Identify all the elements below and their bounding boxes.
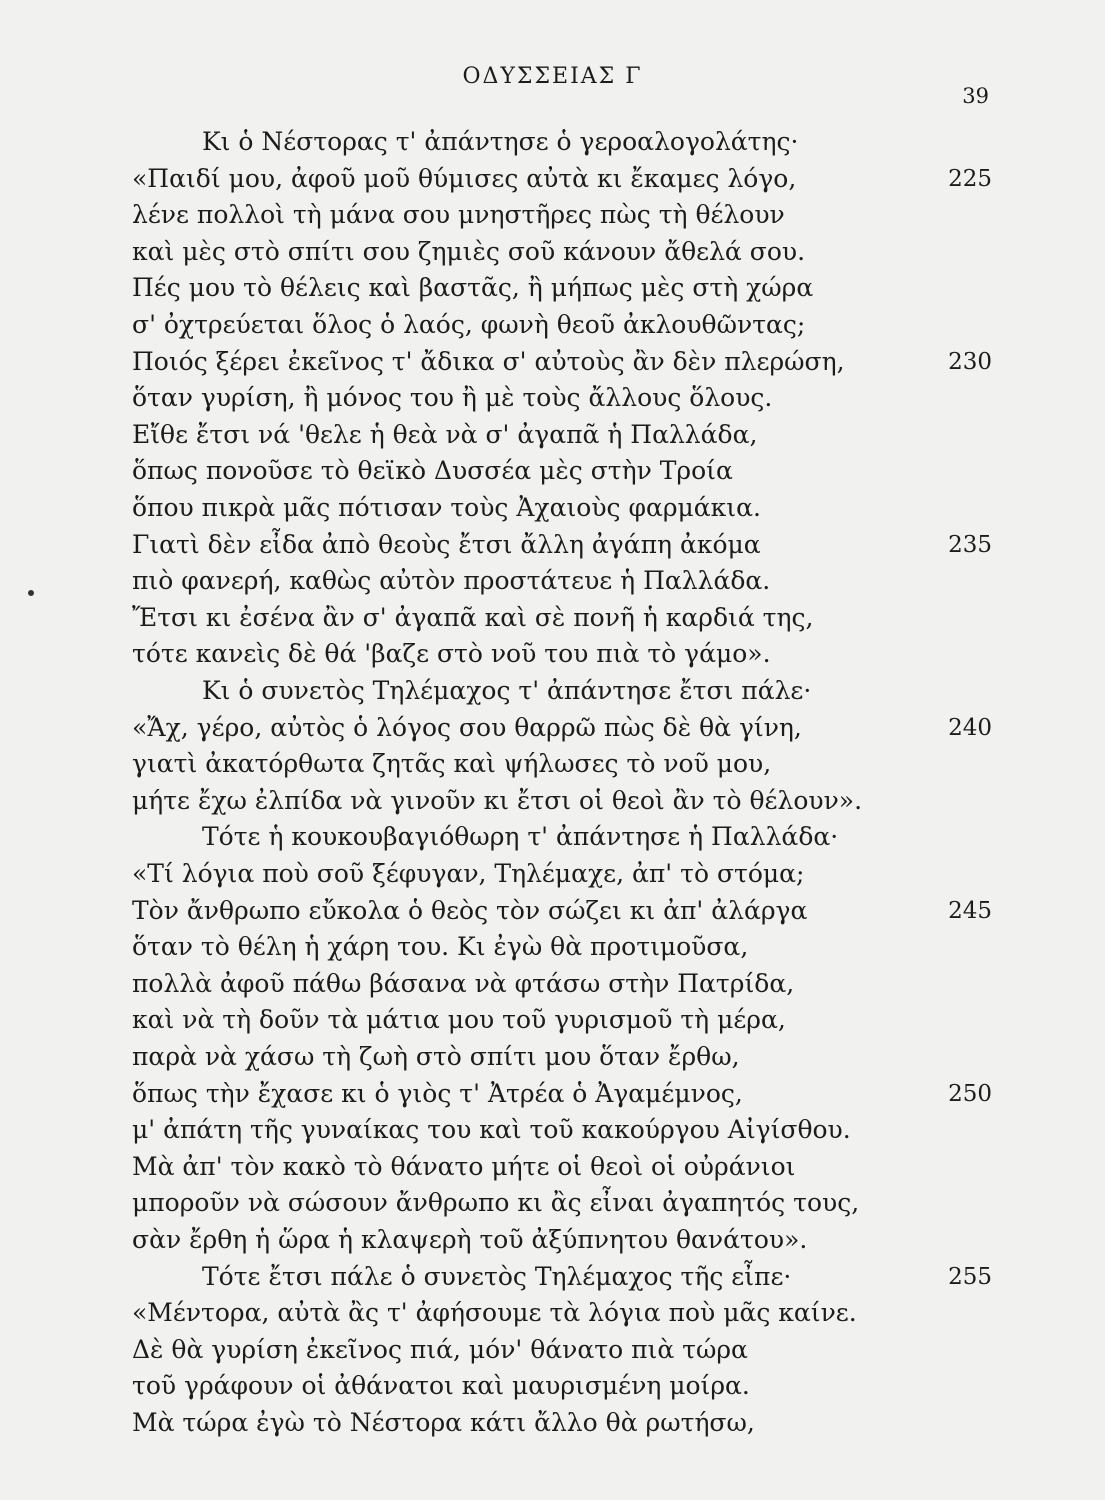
line-number: 245 <box>948 897 992 924</box>
verse-line <box>132 1000 992 1040</box>
verse-text: Εἴθε ἔτσι νά 'θελε ἡ θεὰ νὰ σ' ἀγαπᾶ ἡ Παλλάδα, <box>132 419 758 449</box>
verse-line <box>132 451 992 491</box>
page-number: 39 <box>962 84 989 108</box>
verse-text: παρὰ νὰ χάσω τὴ ζωὴ στὸ σπίτι μου ὅταν ἔρθω, <box>132 1042 740 1071</box>
verse-line <box>132 598 992 638</box>
verse-text: μποροῦν νὰ σώσουν ἄνθρωπο κι ἂς εἶναι ἀγαπητός τους, <box>132 1188 860 1218</box>
verse-text: γιατὶ ἀκατόρθωτα ζητᾶς καὶ ψήλωσες τὸ νοῦ μου, <box>132 749 772 779</box>
line-number: 240 <box>948 714 992 741</box>
verse-line <box>132 122 992 162</box>
verse-text: «Παιδί μου, ἀφοῦ μοῦ θύμισες αὐτὰ κι ἔκαμες λόγο, <box>132 163 797 193</box>
verse-line <box>132 342 992 382</box>
verse-text: Μὰ ἀπ' τὸν κακὸ τὸ θάνατο μήτε οἱ θεοὶ οἱ οὐράνιοι <box>132 1151 796 1181</box>
verse-text: μ' ἀπάτη τῆς γυναίκας του καὶ τοῦ κακούργου Αἰγίσθου. <box>132 1115 851 1145</box>
verse-line <box>132 781 992 821</box>
verse-text: σ' ὀχτρεύεται ὅλος ὁ λαός, φωνὴ θεοῦ ἀκλουθῶντας; <box>132 310 806 339</box>
line-number: 225 <box>948 165 992 192</box>
verse-line <box>132 488 992 528</box>
verse-text: ὅπως τὴν ἔχασε κι ὁ γιὸς τ' Ἀτρέα ὁ Ἀγαμέμνος, <box>132 1078 743 1108</box>
verse-text: Μὰ τώρα ἐγὼ τὸ Νέστορα κάτι ἄλλο θὰ ρωτήσω, <box>132 1408 755 1437</box>
verse-text: «Ἄχ, γέρο, αὐτὸς ὁ λόγος σου θαρρῶ πὼς δὲ θὰ γίνη, <box>132 712 802 742</box>
verse-text: Κι ὁ Νέστορας τ' ἀπάντησε ὁ γεροαλογολάτης· <box>202 127 799 156</box>
verse-text: Δὲ θὰ γυρίση ἐκεῖνος πιά, μόν' θάνατο πιὰ τώρα <box>132 1334 748 1364</box>
verse-text: ὅταν γυρίση, ἢ μόνος του ἢ μὲ τοὺς ἄλλους ὅλους. <box>132 383 773 413</box>
verse-line <box>132 1037 992 1077</box>
verse-line <box>132 1074 992 1114</box>
verse-line <box>132 1147 992 1187</box>
verse-text: «Τί λόγια ποὺ σοῦ ξέφυγαν, Τηλέμαχε, ἀπ' τὸ στόμα; <box>132 859 805 888</box>
verse-line <box>132 1366 992 1406</box>
verse-text: πιὸ φανερή, καθὼς αὐτὸν προστάτευε ἡ Παλλάδα. <box>132 566 771 596</box>
verse-line <box>132 817 992 857</box>
verse-text: σὰν ἔρθη ἡ ὥρα ἡ κλαψερὴ τοῦ ἀξύπνητου θανάτου». <box>132 1225 808 1254</box>
verse-line <box>132 708 992 748</box>
verse-line <box>132 232 992 272</box>
verse-text: Τότε ἔτσι πάλε ὁ συνετὸς Τηλέμαχος τῆς εἶπε· <box>202 1261 792 1291</box>
verse-line <box>132 891 992 931</box>
verse-text: Κι ὁ συνετὸς Τηλέμαχος τ' ἀπάντησε ἔτσι πάλε· <box>202 676 812 705</box>
verse-line <box>132 305 992 345</box>
verse-text: λένε πολλοὶ τὴ μάνα σου μνηστῆρες πὼς τὴ θέλουν <box>132 200 785 230</box>
verse-line <box>132 1330 992 1370</box>
verse-text: μήτε ἔχω ἐλπίδα νὰ γινοῦν κι ἔτσι οἱ θεοὶ ἂν τὸ θέλουν». <box>132 785 863 815</box>
verse-line <box>132 1220 992 1260</box>
verse-line <box>132 1110 992 1150</box>
verse-text: πολλὰ ἀφοῦ πάθω βάσανα νὰ φτάσω στὴν Πατρίδα, <box>132 968 795 998</box>
verse-line <box>132 927 992 967</box>
verse-line <box>132 634 992 674</box>
verse-line <box>132 268 992 308</box>
verse-line <box>132 744 992 784</box>
line-number: 235 <box>948 531 992 558</box>
verse-text: τοῦ γράφουν οἱ ἀθάνατοι καὶ μαυρισμένη μοίρα. <box>132 1371 750 1401</box>
verse-line <box>132 964 992 1004</box>
verse-line <box>132 1183 992 1223</box>
running-head: ΟΔΥΣΣΕΙΑΣ Γ <box>462 64 643 89</box>
line-number: 255 <box>948 1263 992 1290</box>
verse-line <box>132 1403 992 1443</box>
verse-text: Ἔτσι κι ἐσένα ἂν σ' ἀγαπᾶ καὶ σὲ πονῆ ἡ καρδιά της, <box>132 602 814 632</box>
verse-line <box>132 415 992 455</box>
verse-text: Ποιός ξέρει ἐκεῖνος τ' ἄδικα σ' αὐτοὺς ἂν δὲν πλερώση, <box>132 346 845 376</box>
verse-text: καὶ μὲς στὸ σπίτι σου ζημιὲς σοῦ κάνουν ἄθελά σου. <box>132 236 806 266</box>
verse-line <box>132 671 992 711</box>
verse-line <box>132 1257 992 1297</box>
verse-text: Τότε ἡ κουκουβαγιόθωρη τ' ἀπάντησε ἡ Παλλάδα· <box>202 822 839 852</box>
verse-text: Γιατὶ δὲν εἶδα ἀπὸ θεοὺς ἔτσι ἄλλη ἀγάπη ἀκόμα <box>132 529 761 559</box>
verse-text: ὅπου πικρὰ μᾶς πότισαν τοὺς Ἀχαιοὺς φαρμάκια. <box>132 493 761 522</box>
verse-line <box>132 525 992 565</box>
verse-line <box>132 854 992 894</box>
margin-dot <box>28 590 34 596</box>
verse-text: ὅπως πονοῦσε τὸ θεϊκὸ Δυσσέα μὲς στὴν Τροία <box>132 456 733 486</box>
verse-line <box>132 159 992 199</box>
verse-text: καὶ νὰ τὴ δοῦν τὰ μάτια μου τοῦ γυρισμοῦ τὴ μέρα, <box>132 1005 786 1035</box>
verse-text: Πές μου τὸ θέλεις καὶ βαστᾶς, ἢ μήπως μὲς στὴ χώρα <box>132 273 814 303</box>
line-number: 230 <box>948 348 992 375</box>
verse-text: «Μέντορα, αὐτὰ ἂς τ' ἀφήσουμε τὰ λόγια ποὺ μᾶς καίνε. <box>132 1298 857 1328</box>
verse-line <box>132 378 992 418</box>
line-number: 250 <box>948 1080 992 1107</box>
verse-line <box>132 1293 992 1333</box>
verse-text: τότε κανεὶς δὲ θά 'βαζε στὸ νοῦ του πιὰ τὸ γάμο». <box>132 639 771 669</box>
verse-line <box>132 195 992 235</box>
verse-text: Τὸν ἄνθρωπο εὔκολα ὁ θεὸς τὸν σώζει κι ἀπ' ἀλάργα <box>132 895 808 925</box>
verse-line <box>132 561 992 601</box>
verse-text: ὅταν τὸ θέλη ἡ χάρη του. Κι ἐγὼ θὰ προτιμοῦσα, <box>132 932 749 962</box>
